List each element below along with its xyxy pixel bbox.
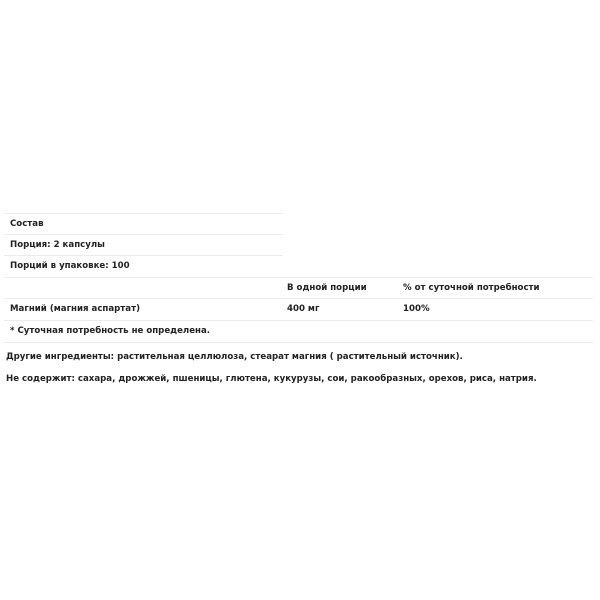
serving-size: Порция: 2 капсулы — [10, 240, 105, 250]
table-title-row — [4, 213, 283, 234]
table-header-row — [4, 277, 593, 298]
serving-row — [4, 234, 283, 255]
footnote-row — [4, 320, 593, 341]
servings-per-container: Порций в упаковке: 100 — [10, 261, 130, 271]
header-per-serving: В одной порции — [287, 283, 367, 293]
table-title: Состав — [10, 219, 44, 229]
does-not-contain: Не содержит: сахара, дрожжей, пшеницы, глютена, кукурузы, сои, ракообразных, орехов, риса, натрия. — [6, 374, 537, 384]
nutrient-daily-value: 100% — [403, 304, 430, 314]
other-ingredients: Другие ингредиенты: растительная целлюлоза, стеарат магния ( растительный источник). — [6, 352, 463, 362]
servings-per-container-row — [4, 255, 283, 276]
nutrient-amount: 400 мг — [287, 304, 320, 314]
table-bottom-divider — [4, 342, 593, 343]
footnote: * Суточная потребность не определена. — [10, 326, 211, 336]
header-daily-value: % от суточной потребности — [403, 283, 540, 293]
nutrient-name: Магний (магния аспартат) — [10, 304, 140, 314]
table-row — [4, 298, 593, 319]
